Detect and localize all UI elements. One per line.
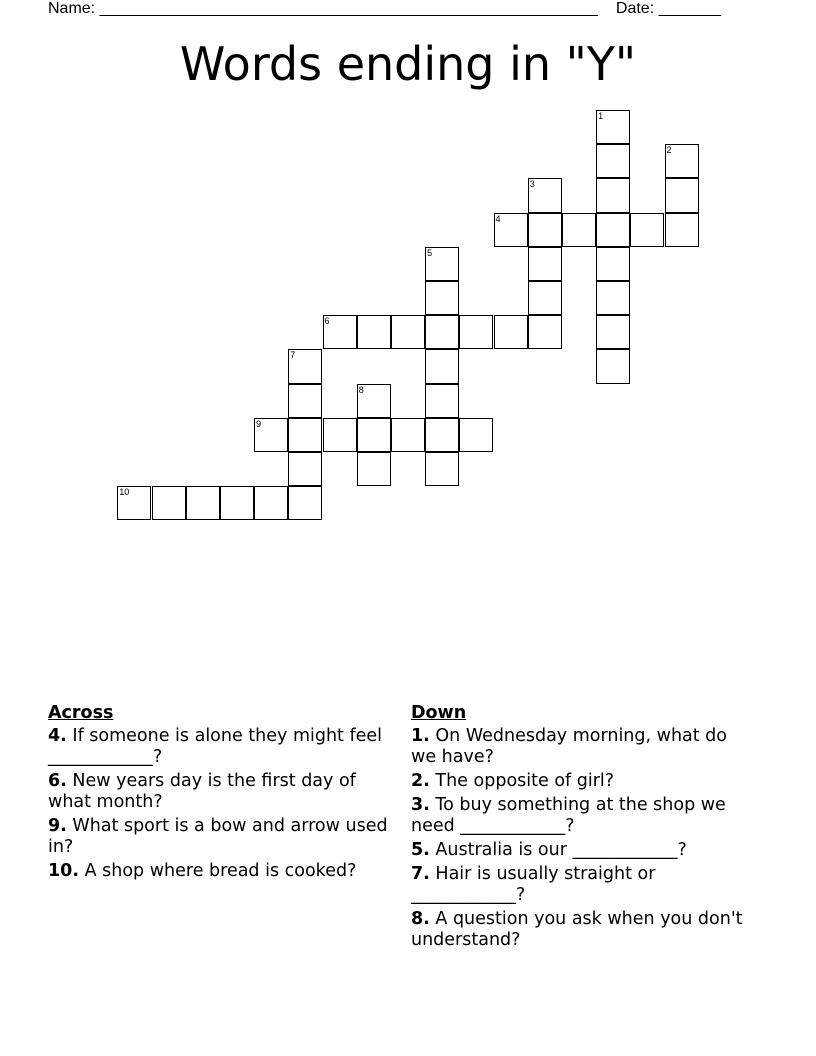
crossword-cell[interactable]: [494, 213, 528, 247]
crossword-cell[interactable]: [425, 247, 459, 281]
clue-number: 4: [495, 213, 501, 224]
crossword-cell[interactable]: [323, 315, 357, 349]
crossword-cell[interactable]: [220, 486, 254, 520]
crossword-cell[interactable]: [596, 247, 630, 281]
clue-number: 5: [427, 247, 433, 258]
crossword-cell[interactable]: [528, 281, 562, 315]
crossword-cell[interactable]: [528, 178, 562, 212]
clue-down-2: 2. The opposite of girl?: [411, 771, 615, 791]
crossword-cell[interactable]: [596, 281, 630, 315]
crossword-cell[interactable]: [117, 486, 151, 520]
crossword-cell[interactable]: [357, 452, 391, 486]
crossword-cell[interactable]: [596, 144, 630, 178]
crossword-cell[interactable]: [186, 486, 220, 520]
across-clues: [48, 703, 393, 885]
crossword-cell[interactable]: [288, 452, 322, 486]
crossword-cell[interactable]: [425, 315, 459, 349]
crossword-cell[interactable]: [391, 418, 425, 452]
crossword-cell[interactable]: [323, 418, 357, 452]
crossword-cell[interactable]: [357, 315, 391, 349]
crossword-cell[interactable]: [596, 349, 630, 383]
page-title: Words ending in "Y": [179, 37, 637, 91]
clue-down-3: 3. To buy something at the shop we need ____________?: [411, 795, 726, 836]
clue-across-4: 4. If someone is alone they might feel ____________?: [48, 726, 383, 767]
crossword-cell[interactable]: [665, 144, 699, 178]
crossword-cell[interactable]: [425, 349, 459, 383]
crossword-cell[interactable]: [357, 418, 391, 452]
crossword-cell[interactable]: [425, 281, 459, 315]
crossword-cell[interactable]: [425, 418, 459, 452]
clue-number: 1: [598, 111, 604, 121]
crossword-cell[interactable]: [528, 315, 562, 349]
crossword-cell[interactable]: [562, 213, 596, 247]
crossword-cell[interactable]: [357, 384, 391, 418]
clue-down-7: 7. Hair is usually straight or ____________?: [411, 864, 656, 905]
clue-number: 3: [529, 179, 535, 190]
crossword-cell[interactable]: [665, 178, 699, 212]
clue-number: 7: [290, 350, 296, 361]
clue-number: 2: [666, 145, 672, 156]
clue-number: 10: [119, 487, 130, 498]
crossword-cell[interactable]: [254, 418, 288, 452]
clue-number: 8: [358, 384, 364, 395]
crossword-cell[interactable]: [459, 418, 493, 452]
crossword-cell[interactable]: [596, 110, 630, 144]
crossword-cell[interactable]: [254, 486, 288, 520]
clue-across-9: 9. What sport is a bow and arrow used in?: [48, 816, 388, 857]
date-field-label: Date: _______: [615, 0, 721, 17]
crossword-cell[interactable]: [425, 452, 459, 486]
crossword-cell[interactable]: [152, 486, 186, 520]
across-heading: Across: [48, 703, 114, 723]
clue-number: 6: [324, 316, 330, 327]
crossword-cell[interactable]: [494, 315, 528, 349]
crossword-cell[interactable]: [288, 384, 322, 418]
crossword-cell[interactable]: [528, 247, 562, 281]
crossword-cell[interactable]: [288, 486, 322, 520]
clue-across-10: 10. A shop where bread is cooked?: [48, 861, 357, 881]
crossword-cell[interactable]: [596, 213, 630, 247]
clue-across-6: 6. New years day is the first day of what month?: [48, 771, 356, 812]
clue-down-8: 8. A question you ask when you don't understand?: [411, 909, 743, 950]
name-field-label: Name: ________________________________________________________: [48, 0, 598, 17]
down-clues: [411, 703, 756, 954]
crossword-cell[interactable]: [528, 213, 562, 247]
down-heading: Down: [411, 703, 467, 723]
crossword-cell[interactable]: [425, 384, 459, 418]
crossword-cell[interactable]: [288, 349, 322, 383]
crossword-cell[interactable]: [596, 178, 630, 212]
crossword-cell[interactable]: [288, 418, 322, 452]
clue-down-5: 5. Australia is our ____________?: [411, 840, 687, 860]
crossword-cell[interactable]: [391, 315, 425, 349]
crossword-cell[interactable]: [665, 213, 699, 247]
crossword-cell[interactable]: [459, 315, 493, 349]
clue-down-1: 1. On Wednesday morning, what do we have?: [411, 726, 728, 767]
crossword-cell[interactable]: [630, 213, 664, 247]
crossword-cell[interactable]: [596, 315, 630, 349]
clue-number: 9: [256, 418, 262, 429]
